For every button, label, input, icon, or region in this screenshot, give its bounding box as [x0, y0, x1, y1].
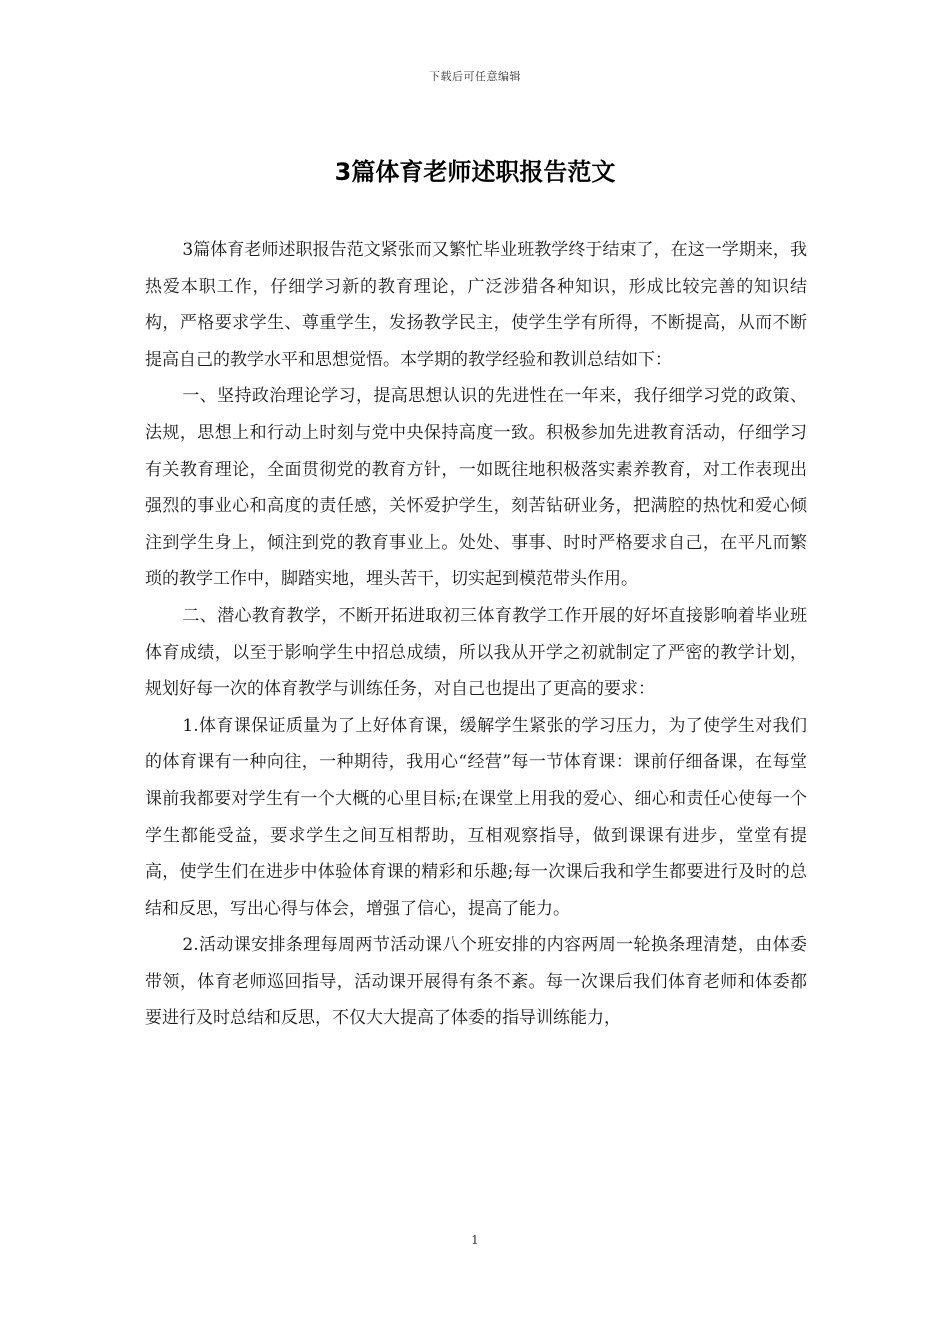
page-number: 1: [471, 1233, 479, 1247]
paragraph-section-2: 二、潜心教育教学，不断开拓进取初三体育教学工作开展的好坏直接影响着毕业班体育成绩，以至于影响学生中招总成绩，所以我从开学之初就制定了严密的教学计划，规划好每一次的体育教学与训练任务，对自己也提出了更高的要求：: [145, 605, 807, 700]
document-title: 3篇体育老师述职报告范文: [334, 158, 616, 186]
paragraph-section-1: 一、坚持政治理论学习，提高思想认识的先进性在一年来，我仔细学习党的政策、法规，思想上和行动上时刻与党中央保持高度一致。积极参加先进教育活动，仔细学习有关教育理论，全面贯彻党的教育方针，一如既往地积极落实素养教育，对工作表现出强烈的事业心和高度的责任感，关怀爱护学生，刻苦钻研业务，把满腔的热忱和爱心倾注到学生身上，倾注到党的教育事业上。处处、事事、时时严格要求自己，在平凡而繁琐的教学工作中，脚踏实地，埋头苦干，切实起到模范带头作用。: [145, 386, 807, 590]
paragraph-intro: 3篇体育老师述职报告范文紧张而又繁忙毕业班教学终于结束了，在这一学期来，我热爱本职工作，仔细学习新的教育理论，广泛涉猎各种知识，形成比较完善的知识结构，严格要求学生、尊重学生，发扬教学民主，使学生学有所得，不断提高，从而不断提高自己的教学水平和思想觉悟。本学期的教学经验和教训总结如下：: [145, 240, 807, 370]
page-header-note: 下载后可任意编辑: [429, 70, 521, 83]
document-body: [145, 232, 807, 1037]
paragraph-item-1: 1.体育课保证质量为了上好体育课，缓解学生紧张的学习压力，为了使学生对我们的体育课有一种向往，一种期待，我用心“经营”每一节体育课：课前仔细备课，在每堂课前我都要对学生有一个大概的心里目标;在课堂上用我的爱心、细心和责任心使每一个学生都能受益，要求学生之间互相帮助，互相观察指导，做到课课有进步，堂堂有提高，使学生们在进步中体验体育课的精彩和乐趣;每一次课后我和学生都要进行及时的总结和反思，写出心得与体会，增强了信心，提高了能力。: [145, 715, 807, 919]
paragraph-item-2: 2.活动课安排条理每周两节活动课八个班安排的内容两周一轮换条理清楚，由体委带领，体育老师巡回指导，活动课开展得有条不紊。每一次课后我们体育老师和体委都要进行及时总结和反思，不仅大大提高了体委的指导训练能力，: [145, 935, 807, 1029]
